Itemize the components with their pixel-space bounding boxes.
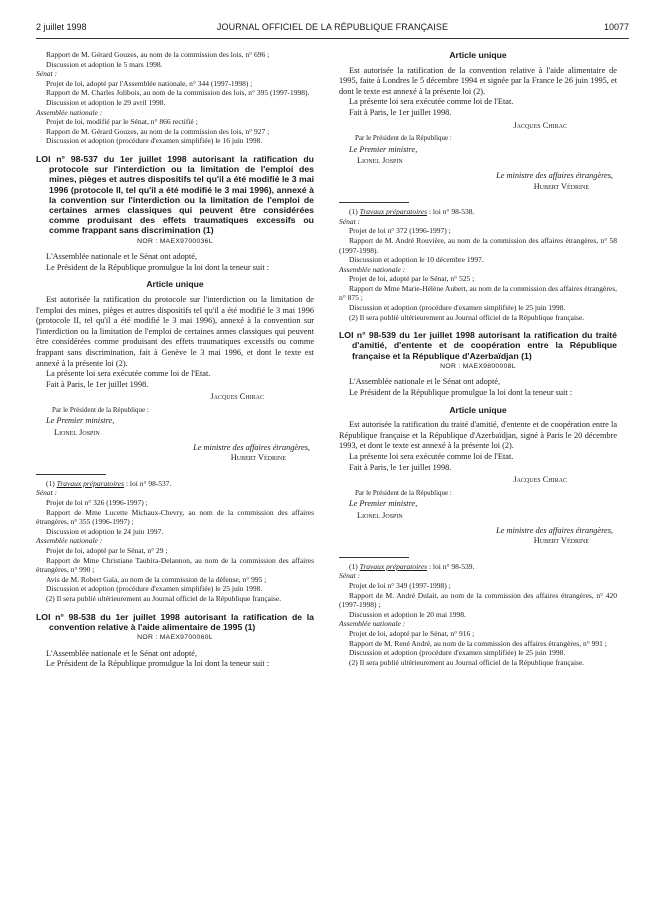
nor-reference: NOR : MAEX9800008L — [440, 362, 516, 370]
journal-title: JOURNAL OFFICIEL DE LA RÉPUBLIQUE FRANÇAISE — [216, 22, 449, 32]
note-heading: Sénat : — [339, 571, 361, 581]
note-line: Discussion et adoption (procédure d'examen simplifiée) le 25 juin 1998. — [349, 303, 566, 313]
nor-reference: NOR : MAEX9700060L — [137, 633, 213, 641]
law-title-98-539: LOI n° 98-539 du 1er juillet 1998 autorisant la ratification du traité d'amitié, d'entente et de coopération entre la République française et la République d'Azerbaïdjan (1) — [339, 330, 617, 361]
page-number: 10077 — [603, 22, 629, 32]
note-line: Rapport de Mme Marie-Hélène Aubert, au nom de la commission des affaires étrangères, n° 875 ; — [339, 283, 617, 303]
pm-name: Lionel Jospin — [54, 428, 100, 438]
travaux-label: Travaux préparatoires — [56, 478, 125, 488]
left-column — [36, 50, 314, 670]
footnote-rule — [339, 557, 409, 558]
par-president: Par le Président de la République : — [355, 134, 452, 143]
note-line: Discussion et adoption le 10 décembre 1997. — [349, 255, 484, 265]
article-text: Est autorisée la ratification du traité d'amitié, d'entente et de coopération entre la République française et la République d'Azerbaïdjan, signé à Paris le 20 décembre 1993, et dont le texte est annexé à la présente loi (2). — [339, 420, 617, 451]
note-line: (2) Il sera publié ultérieurement au Journal officiel de la République française. — [46, 593, 282, 603]
footnote-rule — [339, 202, 409, 203]
travaux-label: Travaux préparatoires — [359, 207, 428, 217]
note-line: Projet de loi, adopté par le Sénat, n° 916 ; — [349, 628, 475, 638]
note-heading: Sénat : — [36, 488, 58, 498]
pm-title: Le Premier ministre, — [349, 499, 418, 509]
article-heading: Article unique — [449, 50, 507, 60]
note-line: Projet de loi, adopté par l'Assemblée nationale, n° 344 (1997-1998) ; — [46, 78, 253, 88]
note-line: Discussion et adoption le 5 mars 1998. — [46, 59, 163, 69]
note-line: Rapport de M. Gérard Gouzes, au nom de la commission des lois, n° 696 ; — [46, 50, 270, 59]
minister-name: Hubert Védrine — [533, 536, 589, 546]
pm-name: Lionel Jospin — [357, 510, 403, 520]
minister-name: Hubert Védrine — [533, 181, 589, 191]
travaux-line: (1) Travaux préparatoires : loi n° 98-538. — [349, 207, 475, 217]
note-line: Avis de M. Robert Gaïa, au nom de la commission de la défense, n° 995 ; — [46, 574, 267, 584]
note-line: Rapport de Mme Christiane Taubira-Delannon, au nom de la commission des affaires étrangères, n° 990 ; — [36, 555, 314, 575]
note-line: Rapport de M. Charles Jolibois, au nom de la commission des lois, n° 395 (1997-1998). — [46, 88, 310, 98]
article-heading: Article unique — [146, 279, 204, 290]
article-text: Est autorisée la ratification du protocole sur l'interdiction ou la limitation de l'emploi des mines, pièges et autres dispositifs tel qu'il a été modifié le 3 mai 1996 (protocole II, tel qu'il a été modifié le 3 mai 1996), annexé à la convention sur l'interdiction ou la limitation de l'emploi de certaines armes classiques qui peuvent être considérées comme produisant des effets traumatiques excessifs ou comme frappant sans discrimination, fait à Genève le 3 mai 1996, et dont le texte est annexé à la présente loi (2). — [36, 294, 314, 368]
footnote-rule — [36, 474, 106, 475]
note-heading: Sénat : — [339, 216, 361, 226]
right-column — [339, 50, 617, 667]
note-line: Discussion et adoption (procédure d'examen simplifiée) le 25 juin 1998. — [46, 584, 263, 594]
note-line: Projet de loi, adopté par le Sénat, n° 525 ; — [349, 274, 475, 284]
note-line: (2) Il sera publié ultérieurement au Journal officiel de la République française. — [349, 657, 585, 667]
note-line: Projet de loi n° 326 (1996-1997) ; — [46, 498, 148, 508]
intro-promulgate: Le Président de la République promulgue la loi dont la teneur suit : — [349, 388, 573, 398]
page-header — [36, 22, 629, 36]
note-line: Rapport de M. René André, au nom de la commission des affaires étrangères, n° 991 ; — [349, 638, 607, 648]
minister-title: Le ministre des affaires étrangères, — [193, 442, 310, 452]
note-heading: Assemblée nationale : — [36, 536, 103, 546]
note-line: Projet de loi, modifié par le Sénat, n° 866 rectifié ; — [46, 117, 198, 127]
intro-promulgate: Le Président de la République promulgue la loi dont la teneur suit : — [46, 262, 270, 272]
travaux-line: (1) Travaux préparatoires : loi n° 98-539. — [349, 561, 475, 571]
note-line: Rapport de Mme Lucette Michaux-Chevry, au nom de la commission des affaires étrangères, n° 355 (1996-1997) ; — [36, 507, 314, 527]
travaux-ref: : loi n° 98-537. — [124, 478, 172, 488]
par-president: Par le Président de la République : — [52, 405, 149, 414]
signature-president: Jacques Chirac — [210, 392, 264, 402]
law-title-98-537: LOI n° 98-537 du 1er juillet 1998 autorisant la ratification du protocole sur l'interdiction ou la limitation de l'emploi des mines, pièges et autres dispositifs tel qu'il a été modifié le 3 mai 1996 (protocole II, tel qu'il a été modifié le 3 mai 1996), annexé à la convention sur l'interdiction ou la limitation de l'emploi de certaines armes classiques qui peuvent être considérées comme produisant des effets traumatiques excessifs ou comme frappant sans discrimination (1) — [36, 153, 314, 236]
note-line: Discussion et adoption (procédure d'examen simplifiée) le 16 juin 1998. — [46, 136, 263, 146]
article-heading: Article unique — [449, 404, 507, 415]
par-president: Par le Président de la République : — [355, 488, 452, 497]
pm-title: Le Premier ministre, — [349, 144, 418, 154]
pm-title: Le Premier ministre, — [46, 416, 115, 426]
execute-line: La présente loi sera exécutée comme loi de l'Etat. — [349, 452, 514, 462]
travaux-ref: : loi n° 98-538. — [427, 207, 475, 217]
done-line: Fait à Paris, le 1er juillet 1998. — [349, 107, 452, 117]
note-line: Discussion et adoption le 20 mai 1998. — [349, 609, 466, 619]
intro-adopted: L'Assemblée nationale et le Sénat ont adopté, — [46, 252, 198, 262]
travaux-ref: : loi n° 98-539. — [427, 561, 475, 571]
note-line: Rapport de M. Gérard Gouzes, au nom de la commission des lois, n° 927 ; — [46, 126, 270, 136]
minister-name: Hubert Védrine — [230, 453, 286, 463]
note-line: Discussion et adoption le 24 juin 1997. — [46, 526, 164, 536]
done-line: Fait à Paris, le 1er juillet 1998. — [349, 462, 452, 472]
header-rule — [36, 38, 629, 39]
execute-line: La présente loi sera exécutée comme loi de l'Etat. — [349, 97, 514, 107]
pm-name: Lionel Jospin — [357, 156, 403, 166]
note-line: Rapport de M. André Dulait, au nom de la commission des affaires étrangères, n° 420 (1997-1998) ; — [339, 590, 617, 610]
nor-reference: NOR : MAEX9700036L — [137, 237, 213, 245]
travaux-line: (1) Travaux préparatoires : loi n° 98-537. — [46, 478, 172, 488]
note-line: Discussion et adoption le 29 avril 1998. — [46, 97, 166, 107]
law-title-98-538: LOI n° 98-538 du 1er juillet 1998 autorisant la ratification de la convention relative à l'aide alimentaire de 1995 (1) — [36, 611, 314, 632]
note-heading: Assemblée nationale : — [339, 619, 406, 629]
signature-president: Jacques Chirac — [513, 120, 567, 130]
note-line: Projet de loi n° 349 (1997-1998) ; — [349, 580, 451, 590]
note-heading: Assemblée nationale : — [339, 264, 406, 274]
travaux-label: Travaux préparatoires — [359, 561, 428, 571]
note-line: Projet de loi n° 372 (1996-1997) ; — [349, 226, 451, 236]
execute-line: La présente loi sera exécutée comme loi de l'Etat. — [46, 369, 211, 379]
note-line: Projet de loi, adopté par le Sénat, n° 29 ; — [46, 546, 168, 555]
article-text: Est autorisée la ratification de la convention relative à l'aide alimentaire de 1995, faite à Londres le 5 décembre 1994 et signée par la France le 26 juin 1995, et dont le texte est annexé à la présente loi (2). — [339, 65, 617, 96]
signature-president: Jacques Chirac — [513, 475, 567, 485]
done-line: Fait à Paris, le 1er juillet 1998. — [46, 379, 149, 389]
note-line: Rapport de M. André Rouvière, au nom de la commission des affaires étrangères, n° 58 (1997-1998). — [339, 235, 617, 255]
minister-title: Le ministre des affaires étrangères, — [496, 525, 613, 535]
note-heading: Assemblée nationale : — [36, 107, 103, 117]
note-line: (2) Il sera publié ultérieurement au Journal officiel de la République française. — [349, 312, 585, 322]
note-line: Discussion et adoption (procédure d'examen simplifiée) le 25 juin 1998. — [349, 648, 566, 658]
intro-promulgate: Le Président de la République promulgue la loi dont la teneur suit : — [46, 659, 270, 669]
minister-title: Le ministre des affaires étrangères, — [496, 170, 613, 180]
intro-adopted: L'Assemblée nationale et le Sénat ont adopté, — [349, 377, 501, 387]
top-notes — [36, 50, 314, 146]
issue-date: 2 juillet 1998 — [36, 22, 87, 32]
intro-adopted: L'Assemblée nationale et le Sénat ont adopté, — [46, 648, 198, 658]
note-heading: Sénat : — [36, 69, 58, 79]
